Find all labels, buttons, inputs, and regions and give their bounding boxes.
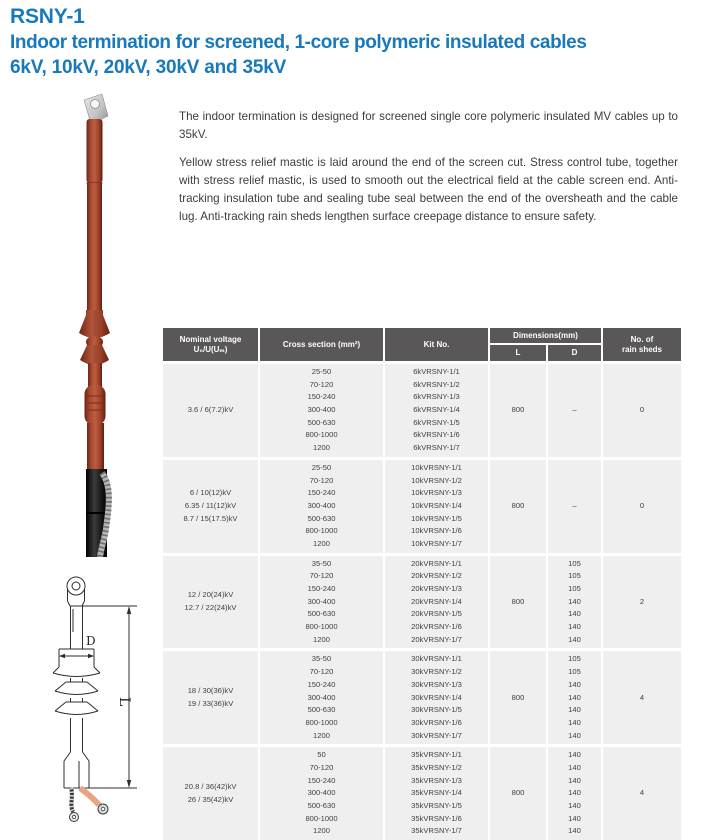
termination-photo — [48, 93, 140, 557]
header-dimensions: Dimensions(mm) — [490, 328, 601, 343]
title-block — [10, 4, 706, 80]
table-group — [163, 364, 681, 457]
dim-l-value: 800 — [511, 692, 525, 702]
cross-section-value: 150-240 — [307, 584, 336, 593]
kit-no-value: 30kVRSNY-1/2 — [411, 667, 462, 677]
dim-d-value: 140 — [568, 813, 581, 823]
voltage-value: 20.8 / 36(42)kV — [184, 781, 237, 791]
cross-section-value: 800-1000 — [305, 717, 338, 727]
cross-section-cell — [260, 556, 383, 649]
rain-sheds-cell — [603, 747, 681, 840]
cross-section-value: 800-1000 — [305, 622, 338, 632]
kit-no-value: 35kVRSNY-1/7 — [411, 826, 462, 836]
dim-d-value: 140 — [568, 596, 581, 606]
kit-no-value: 20kVRSNY-1/6 — [411, 622, 462, 632]
intro-paragraph-1: The indoor termination is designed for screened single core polymeric insulated MV cables up to 35kV. — [179, 110, 678, 141]
kit-no-value: 6kVRSNY-1/2 — [413, 379, 460, 389]
cross-section-cell — [260, 364, 383, 457]
dim-d-value: 105 — [568, 558, 581, 568]
dim-l-value: 800 — [511, 405, 525, 415]
rain-sheds-value: 4 — [639, 788, 645, 798]
header-dim-d: D — [548, 345, 601, 361]
cross-section-value: 500-630 — [307, 801, 336, 810]
kit-no-value: 6kVRSNY-1/1 — [413, 367, 460, 376]
voltage-value: 6.35 / 11(12)kV — [184, 500, 237, 510]
rain-sheds-value: 4 — [639, 692, 645, 702]
cross-section-value: 70-120 — [309, 379, 334, 389]
kit-no-value: 35kVRSNY-1/1 — [411, 750, 462, 760]
cross-section-value: 1200 — [313, 634, 330, 644]
header-kit-no: Kit No. — [385, 328, 488, 361]
cross-section-value: 70-120 — [309, 475, 334, 485]
voltage-cell — [163, 651, 258, 744]
kit-no-value: 30kVRSNY-1/4 — [411, 692, 462, 702]
cross-section-value: 800-1000 — [305, 813, 338, 823]
table-header — [163, 328, 681, 361]
rain-sheds-cell — [603, 364, 681, 457]
kit-no-value: 30kVRSNY-1/5 — [411, 705, 462, 715]
rain-sheds-value: 0 — [639, 500, 645, 510]
kit-no-value: 6kVRSNY-1/5 — [413, 417, 460, 427]
table-group — [163, 556, 681, 649]
header-dimensions-group — [490, 328, 601, 361]
cross-section-value: 150-240 — [307, 679, 336, 689]
dim-d-value: 140 — [568, 622, 581, 632]
kit-no-value: 10kVRSNY-1/5 — [411, 513, 462, 523]
kit-no-value: 30kVRSNY-1/6 — [411, 717, 462, 727]
cross-section-value: 25-50 — [311, 367, 332, 376]
kit-no-value: 35kVRSNY-1/4 — [411, 788, 462, 798]
voltage-cell — [163, 747, 258, 840]
cross-section-value: 300-400 — [307, 596, 336, 606]
dim-d-value: 140 — [568, 826, 581, 836]
kit-no-value: 6kVRSNY-1/4 — [413, 405, 460, 415]
dim-d-value: 140 — [568, 705, 581, 715]
intro-paragraph-2: Yellow stress relief mastic is laid around the end of the screen cut. Stress control tube, together with stress relief mastic, is used to smooth out the electrical field at the cable screen end. Anti-tracking insulation tube and sealing tube seal between the end of the oversheath and the cable lug. Anti-tracking rain sheds lengthen surface creepage distance to ensure safety. — [179, 156, 678, 223]
kit-no-value: 10kVRSNY-1/1 — [411, 462, 462, 472]
cross-section-value: 300-400 — [307, 692, 336, 702]
kit-no-value: 20kVRSNY-1/4 — [411, 596, 462, 606]
kit-no-cell — [385, 556, 488, 649]
table-group — [163, 651, 681, 744]
kit-no-value: 10kVRSNY-1/4 — [411, 500, 462, 510]
cross-section-value: 1200 — [313, 826, 330, 836]
kit-no-value: 20kVRSNY-1/5 — [411, 609, 462, 619]
cross-section-value: 800-1000 — [305, 430, 338, 440]
kit-no-value: 20kVRSNY-1/2 — [411, 571, 462, 581]
kit-no-value: 30kVRSNY-1/3 — [411, 679, 462, 689]
voltage-value: 18 / 30(36)kV — [187, 686, 234, 696]
cross-section-value: 70-120 — [309, 762, 334, 772]
dim-d-value: 140 — [568, 762, 581, 772]
kit-no-value: 10kVRSNY-1/3 — [411, 488, 462, 498]
cross-section-value: 150-240 — [307, 775, 336, 785]
dim-d-value: 105 — [568, 584, 581, 593]
dim-l-value: 800 — [511, 500, 525, 510]
dim-d-label: D — [86, 634, 96, 648]
kit-no-value: 35kVRSNY-1/2 — [411, 762, 462, 772]
page-title: Indoor termination for screened, 1-core polymeric insulated cables — [10, 32, 587, 53]
cross-section-value: 500-630 — [307, 417, 336, 427]
dim-d-value: 140 — [568, 609, 581, 619]
cross-section-value: 25-50 — [311, 462, 332, 472]
header-rain-sheds — [603, 328, 681, 361]
cross-section-value: 35-50 — [311, 654, 332, 664]
kit-no-value: 35kVRSNY-1/5 — [411, 801, 462, 810]
cross-section-value: 150-240 — [307, 392, 336, 402]
dim-d-cell — [548, 364, 601, 457]
kit-no-value: 6kVRSNY-1/3 — [413, 392, 460, 402]
dim-d-value: 140 — [568, 634, 581, 644]
header-rain-sheds-line2: rain sheds — [621, 344, 662, 354]
header-nominal-voltage-line2: U₀/U(Uₘ) — [193, 344, 228, 354]
rain-sheds-cell — [603, 651, 681, 744]
rain-sheds-cell — [603, 556, 681, 649]
kit-no-value: 35kVRSNY-1/3 — [411, 775, 462, 785]
dim-d-value: – — [572, 500, 577, 510]
cross-section-value: 150-240 — [307, 488, 336, 498]
kit-no-value: 20kVRSNY-1/3 — [411, 584, 462, 593]
dim-d-value: 105 — [568, 654, 581, 664]
dim-d-value: 140 — [568, 788, 581, 798]
dim-l-cell — [490, 460, 546, 553]
page-subtitle: 6kV, 10kV, 20kV, 30kV and 35kV — [10, 57, 287, 78]
cross-section-value: 500-630 — [307, 609, 336, 619]
voltage-value: 19 / 33(36)kV — [187, 698, 234, 708]
voltage-value: 26 / 35(42)kV — [187, 794, 234, 804]
table-group — [163, 460, 681, 553]
dim-l-value: 800 — [511, 596, 525, 606]
kit-no-cell — [385, 651, 488, 744]
cross-section-value: 300-400 — [307, 788, 336, 798]
cross-section-value: 1200 — [313, 730, 330, 740]
intro-text — [179, 108, 678, 226]
voltage-value: 6 / 10(12)kV — [189, 488, 232, 498]
header-rain-sheds-line1: No. of — [630, 334, 654, 344]
product-code: RSNY-1 — [10, 5, 85, 28]
cross-section-cell — [260, 460, 383, 553]
header-dim-l: L — [490, 345, 546, 361]
cross-section-value: 70-120 — [309, 667, 334, 677]
cross-section-value: 50 — [317, 750, 326, 760]
dim-d-cell — [548, 556, 601, 649]
kit-no-cell — [385, 460, 488, 553]
kit-no-value: 6kVRSNY-1/7 — [413, 443, 460, 453]
voltage-cell — [163, 460, 258, 553]
dim-d-value: 105 — [568, 667, 581, 677]
voltage-cell — [163, 556, 258, 649]
header-nominal-voltage — [163, 328, 258, 361]
dim-l-cell — [490, 747, 546, 840]
dim-l-cell — [490, 651, 546, 744]
cross-section-value: 800-1000 — [305, 526, 338, 536]
voltage-value: 12.7 / 22(24)kV — [184, 603, 237, 613]
kit-no-value: 10kVRSNY-1/7 — [411, 538, 462, 548]
dim-d-value: 140 — [568, 775, 581, 785]
kit-no-value: 10kVRSNY-1/6 — [411, 526, 462, 536]
voltage-value: 3.6 / 6(7.2)kV — [187, 405, 234, 415]
cross-section-value: 500-630 — [307, 513, 336, 523]
voltage-value: 8.7 / 15(17.5)kV — [183, 513, 238, 523]
spec-table — [163, 328, 681, 840]
termination-diagram — [20, 560, 160, 838]
voltage-cell — [163, 364, 258, 457]
rain-sheds-cell — [603, 460, 681, 553]
dim-d-value: – — [572, 405, 577, 415]
cross-section-value: 70-120 — [309, 571, 334, 581]
dim-l-cell — [490, 556, 546, 649]
cross-section-value: 1200 — [313, 538, 330, 548]
cross-section-value: 35-50 — [311, 558, 332, 568]
table-body — [163, 364, 681, 840]
dim-d-cell — [548, 460, 601, 553]
termination-diagram-image — [20, 560, 160, 838]
kit-no-cell — [385, 364, 488, 457]
kit-no-value: 6kVRSNY-1/6 — [413, 430, 460, 440]
dim-d-value: 140 — [568, 717, 581, 727]
rain-sheds-value: 2 — [639, 596, 645, 606]
kit-no-cell — [385, 747, 488, 840]
dim-d-cell — [548, 747, 601, 840]
kit-no-value: 30kVRSNY-1/1 — [411, 654, 462, 664]
kit-no-value: 20kVRSNY-1/1 — [411, 558, 462, 568]
header-cross-section: Cross section (mm²) — [260, 328, 383, 361]
dim-d-value: 140 — [568, 679, 581, 689]
dim-d-value: 140 — [568, 750, 581, 760]
dim-d-value: 140 — [568, 730, 581, 740]
cross-section-value: 300-400 — [307, 405, 336, 415]
kit-no-value: 30kVRSNY-1/7 — [411, 730, 462, 740]
voltage-value: 12 / 20(24)kV — [187, 590, 234, 600]
cross-section-value: 300-400 — [307, 500, 336, 510]
cross-section-cell — [260, 747, 383, 840]
table-group — [163, 747, 681, 840]
dim-l-label: L — [116, 697, 132, 707]
cross-section-value: 500-630 — [307, 705, 336, 715]
dim-d-value: 140 — [568, 692, 581, 702]
kit-no-value: 20kVRSNY-1/7 — [411, 634, 462, 644]
dim-l-value: 800 — [511, 788, 525, 798]
header-nominal-voltage-line1: Nominal voltage — [179, 334, 242, 344]
cross-section-cell — [260, 651, 383, 744]
dim-d-value: 105 — [568, 571, 581, 581]
dim-d-cell — [548, 651, 601, 744]
dim-l-cell — [490, 364, 546, 457]
cross-section-value: 1200 — [313, 443, 330, 453]
kit-no-value: 10kVRSNY-1/2 — [411, 475, 462, 485]
termination-photo-image — [48, 93, 140, 557]
dim-d-value: 140 — [568, 801, 581, 810]
rain-sheds-value: 0 — [639, 405, 645, 415]
kit-no-value: 35kVRSNY-1/6 — [411, 813, 462, 823]
